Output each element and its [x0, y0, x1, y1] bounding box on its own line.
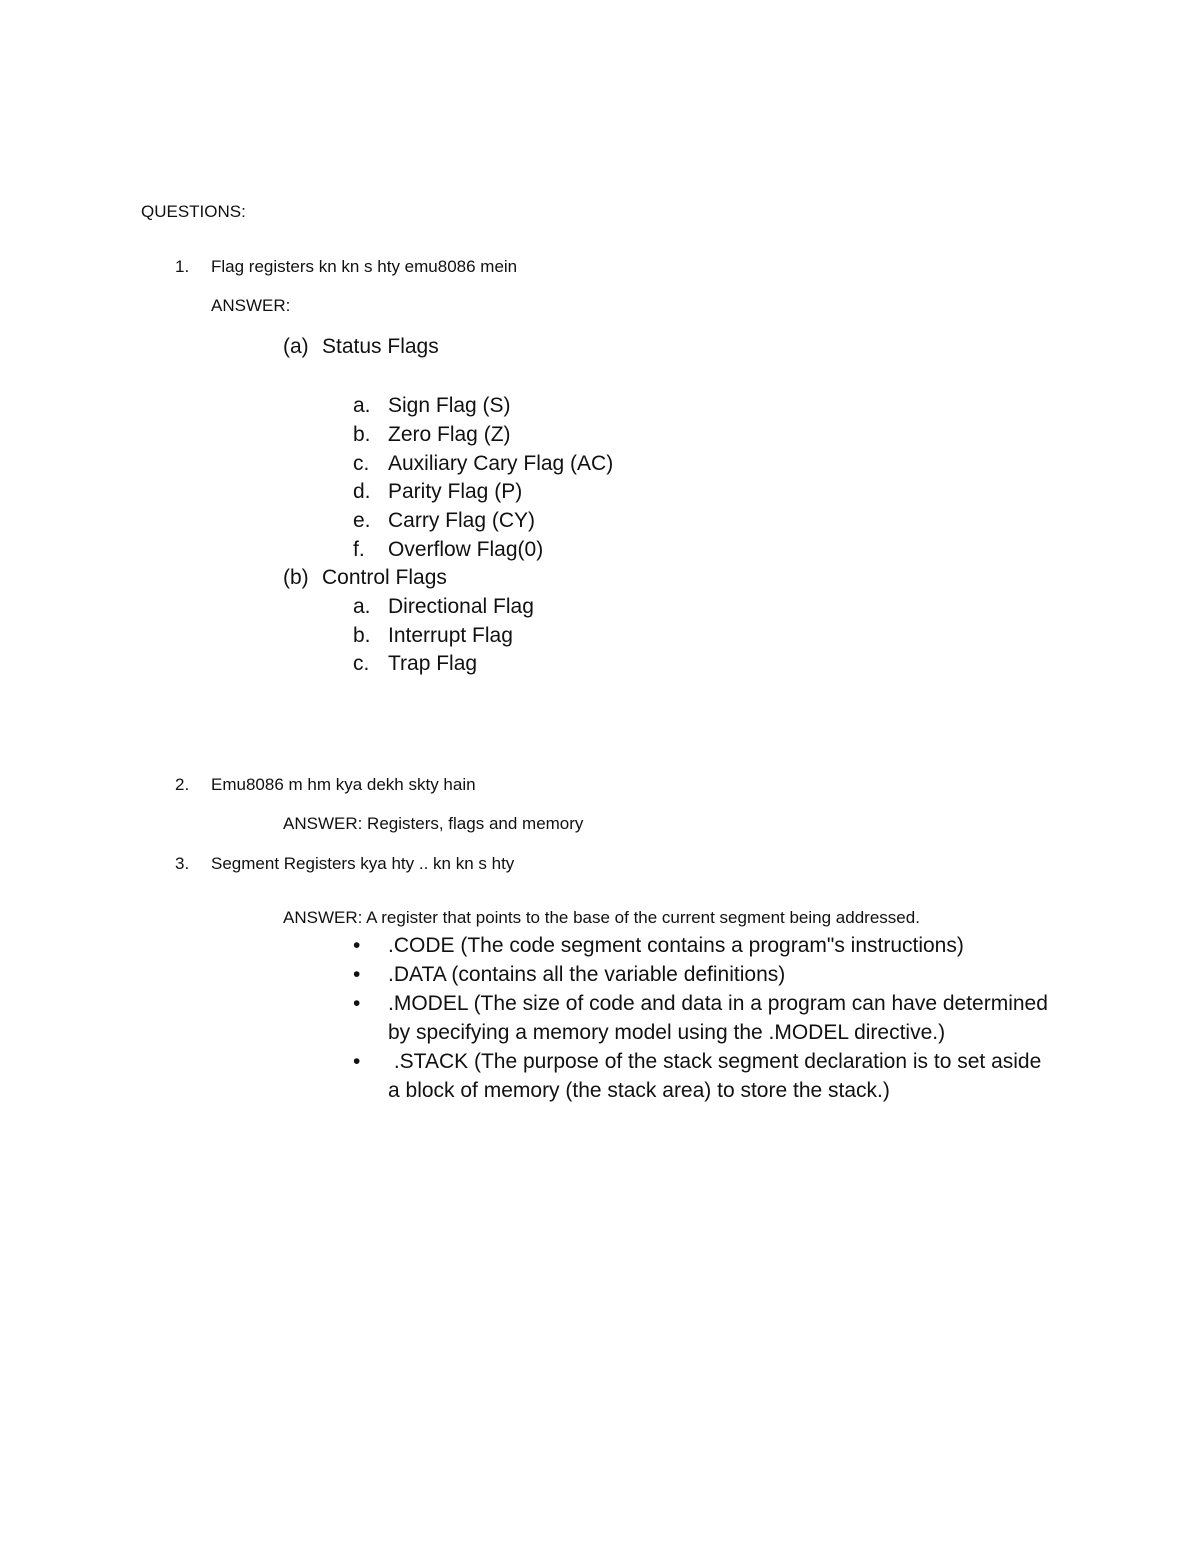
status-flag-marker: c.: [353, 452, 370, 475]
control-flags-marker: (b): [283, 566, 309, 589]
segment-bullet-line: .MODEL (The size of code and data in a program can have determined: [388, 992, 1048, 1015]
question-2-text: Emu8086 m hm kya dekh skty hain: [211, 775, 476, 794]
control-flag-marker: c.: [353, 652, 370, 675]
status-flag-item: Overflow Flag(0): [388, 538, 544, 561]
status-flag-marker: d.: [353, 480, 371, 503]
status-flag-marker: e.: [353, 509, 371, 532]
status-flags-title: Status Flags: [322, 335, 439, 358]
question-3-text: Segment Registers kya hty .. kn kn s hty: [211, 854, 515, 873]
segment-bullet-line: .STACK (The purpose of the stack segment declaration is to set aside: [388, 1050, 1042, 1073]
segment-bullet-line: .CODE (The code segment contains a program"s instructions): [388, 934, 964, 957]
control-flags-title: Control Flags: [322, 566, 447, 589]
control-flag-marker: a.: [353, 595, 371, 618]
control-flag-item: Directional Flag: [388, 595, 534, 618]
question-2-number: 2.: [175, 775, 190, 794]
question-1-answer-label: ANSWER:: [211, 296, 291, 315]
question-1-text: Flag registers kn kn s hty emu8086 mein: [211, 257, 518, 276]
segment-bullet-line: a block of memory (the stack area) to store the stack.): [388, 1079, 890, 1102]
status-flag-item: Sign Flag (S): [388, 394, 511, 417]
bullet-marker: •: [353, 1050, 361, 1073]
question-1-number: 1.: [175, 257, 190, 276]
status-flag-marker: f.: [353, 538, 365, 561]
question-3-answer: ANSWER: A register that points to the base of the current segment being addressed.: [283, 908, 920, 927]
bullet-marker: •: [353, 963, 361, 986]
question-2-answer: ANSWER: Registers, flags and memory: [283, 814, 584, 833]
control-flag-marker: b.: [353, 624, 371, 647]
status-flag-marker: a.: [353, 394, 371, 417]
control-flag-item: Interrupt Flag: [388, 624, 513, 647]
page-heading: QUESTIONS:: [141, 202, 246, 221]
bullet-marker: •: [353, 992, 361, 1015]
status-flag-item: Parity Flag (P): [388, 480, 523, 503]
status-flag-marker: b.: [353, 423, 371, 446]
status-flags-marker: (a): [283, 335, 309, 358]
bullet-marker: •: [353, 934, 361, 957]
status-flag-item: Zero Flag (Z): [388, 423, 511, 446]
question-3-number: 3.: [175, 854, 190, 873]
status-flag-item: Auxiliary Cary Flag (AC): [388, 452, 614, 475]
status-flag-item: Carry Flag (CY): [388, 509, 536, 532]
segment-bullet-line: by specifying a memory model using the .MODEL directive.): [388, 1021, 946, 1044]
segment-bullet-line: .DATA (contains all the variable definitions): [388, 963, 786, 986]
control-flag-item: Trap Flag: [388, 652, 478, 675]
